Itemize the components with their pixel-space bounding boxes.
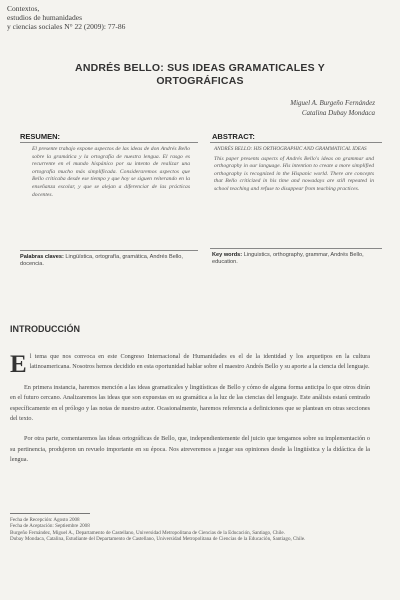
paragraph-2: En primera instancia, haremos mención a las ideas gramaticales y lingüísticas de Bello y cómo de alguna forma anticipa lo que otros dirán en el futuro cercano. Analizaremos las ideas que son expuestas en su gramática a la luz de las ciencias del lenguaje. Este análisis estará centrado específicamente en el prólogo y las notas de nuestro autor. Ocasionalmente, haremos referencia a definiciones que se plantean en otras secciones del texto. [10,383,370,423]
introduction-body [10,352,370,476]
paragraph-1-text: l tema que nos convoca en este Congreso Internacional de Humanidades es el de la identidad y los arquetipos en la cultura latinoamericana. Nosotros hemos decidido en esta oportunidad hablar sobre el maestro Andrés Bello y su aporte a la ciencia del lenguaje. [29,353,370,371]
footnote-separator [10,513,90,514]
abstract-rule [210,142,382,143]
footnote-accepted: Fecha de Aceptación: Septiembre 2008 [10,523,90,530]
resumen-heading: RESUMEN: [20,132,61,141]
paper-title [20,62,380,88]
title-line-1: ANDRÉS BELLO: SUS IDEAS GRAMATICALES Y [75,62,325,74]
resumen-keywords-label: Palabras claves: [20,254,64,260]
resumen-keywords-rule [20,250,198,251]
resumen-text: El presente trabajo expone aspectos de las ideas de don Andrés Bello sobre la gramática y la ortografía de nuestra lengua. El rasgo es recurrente en el mundo hispánico por su intento de realizar una ortografía mucho más simplificada. Consideraremos aspectos que Bello criticaba desde ese tiempo y que hoy se siguen reiterando en la enseñanza escolar, y que se alejan a diferenciar de las prácticas docentes. [32,146,190,198]
author-list [175,98,375,118]
title-line-2: ORTOGRÁFICAS [156,75,244,87]
resumen-keywords [20,254,195,268]
abstract-heading: ABSTRACT: [212,132,255,141]
author-2: Catalina Dubay Mondaca [301,109,375,117]
resumen-keywords-values: Lingüística, ortografía, gramática, Andrés Bello, docencia. [20,254,183,268]
introduction-heading: INTRODUCCIÓN [10,324,80,334]
journal-subtitle: estudios de humanidades [7,13,82,22]
journal-header [7,4,207,31]
paragraph-1 [10,351,370,378]
drop-cap: E [10,351,27,378]
journal-name: Contextos, [7,4,40,13]
abstract-subtitle: ANDRÉS BELLO: HIS ORTHOGRAPHIC AND GRAMMATICAL IDEAS [214,146,367,152]
abstract-block [214,146,374,194]
abstract-keywords-values: Linguistics, orthography, grammar, Andrés Bello, education. [212,252,364,266]
footnotes [10,517,370,542]
footnote-author-2: Dubay Mondaca, Catalina, Estudiante del Departamento de Castellano, Universidad Metropolitana de Ciencias de la Educación, Santiago, Chile. [10,535,306,542]
footnote-author-1: Burgeño Fernández, Miguel A., Departamento de Castellano, Universidad Metropolitana de Ciencias de la Educación, Santiago, Chile. [10,529,285,536]
abstract-keywords-label: Key words: [212,252,243,258]
abstract-keywords [212,252,382,266]
author-1: Miguel A. Burgeño Fernández [290,99,375,107]
resumen-rule [20,142,198,143]
abstract-keywords-rule [210,248,382,249]
footnote-received: Fecha de Recepción: Agosto 2008 [10,517,80,523]
abstract-text: This paper presents aspects of Andrés Bello's ideas on grammar and orthography in our language. His intention to create a more simplified orthography is recognized in the Hispanic world. There are concepts that Bello criticized in his time and nowadays are still repeated in school teaching and refuse to disappear from teaching practices. [214,155,374,192]
journal-issue: y ciencias sociales N° 22 (2009): 77-86 [7,22,126,31]
paragraph-3: Por otra parte, comentaremos las ideas ortográficas de Bello, que, independientemente del juicio que tengamos sobre su implementación o su pertinencia, produjeron un revuelo importante en su época. Nos atreveremos a juzgar sus opiniones desde la lingüística y la didáctica de la lengua. [10,435,370,464]
